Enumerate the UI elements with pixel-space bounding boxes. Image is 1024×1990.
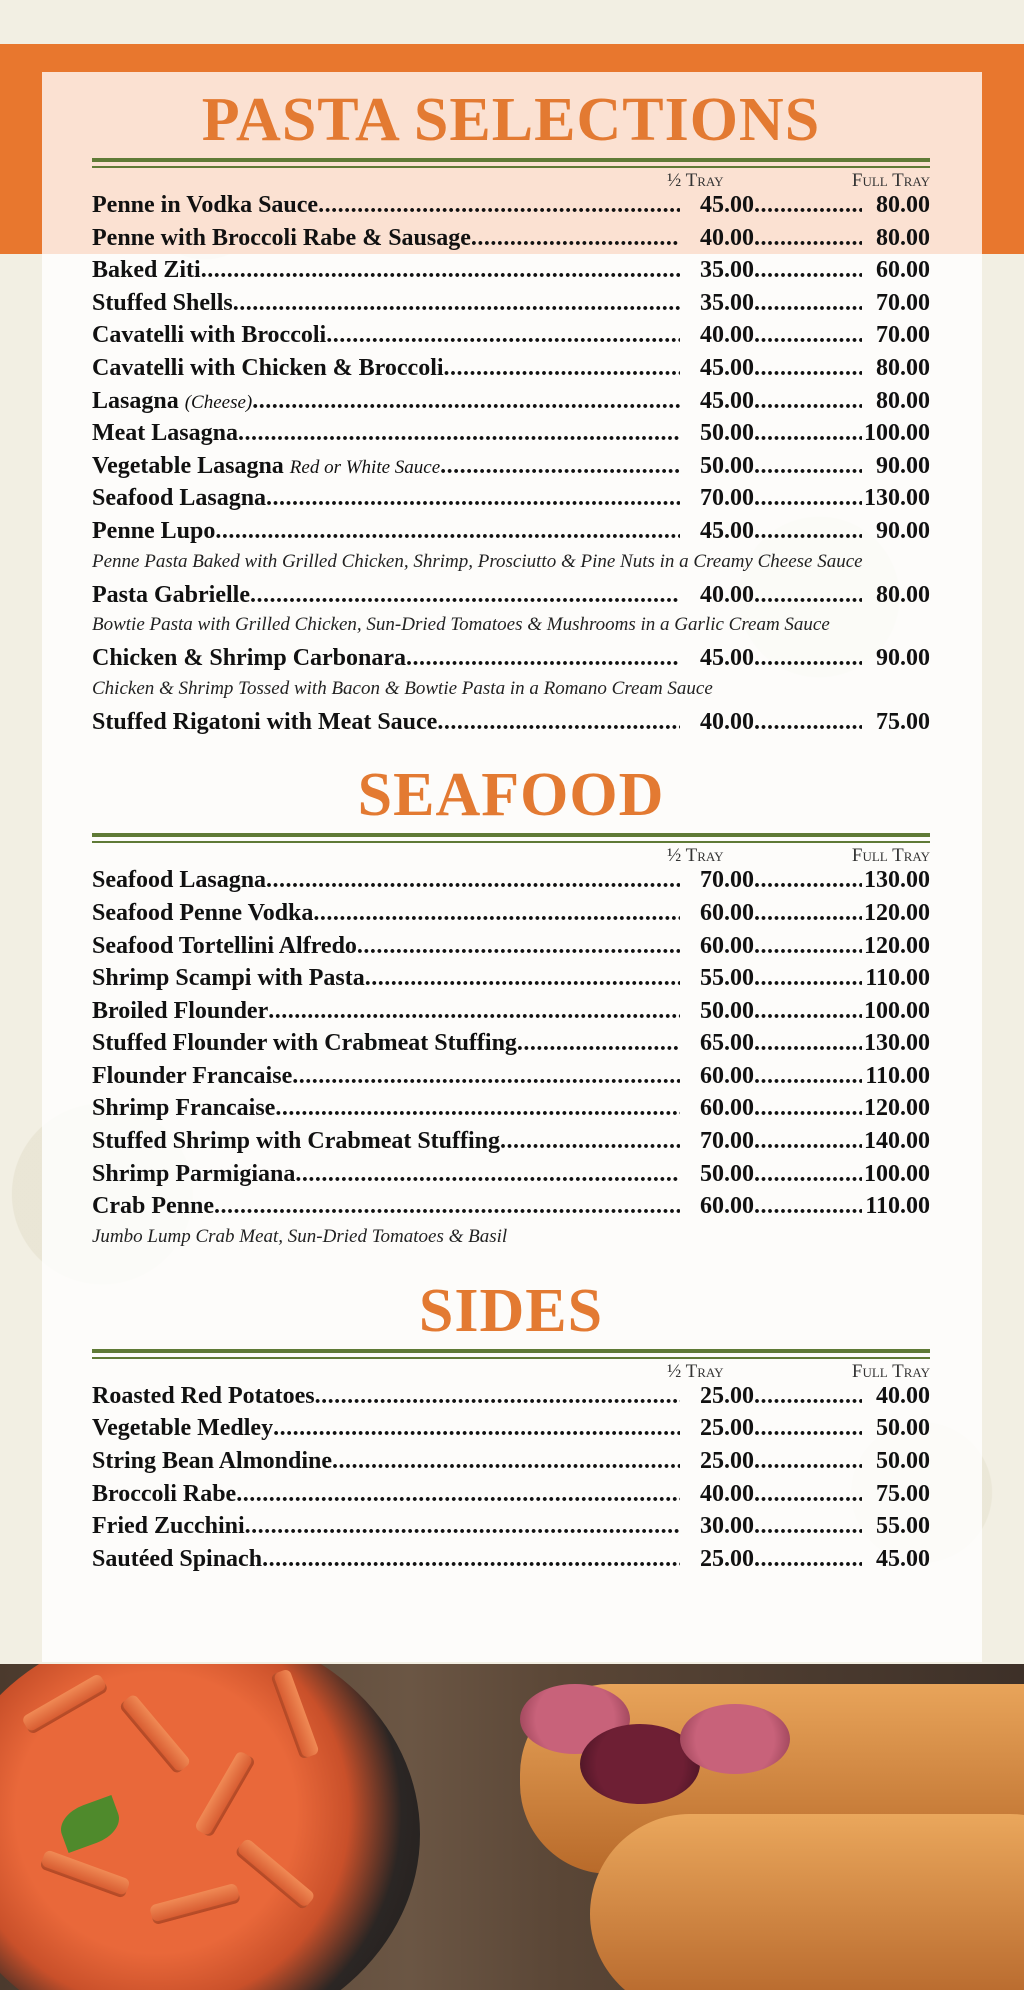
full-tray-price: 50.00 <box>876 1415 930 1442</box>
section-divider <box>92 1349 930 1359</box>
full-tray-price: 110.00 <box>865 1193 930 1220</box>
dot-leader <box>268 998 680 1025</box>
menu-item-name: Cavatelli with Broccoli <box>92 322 327 349</box>
menu-item-row <box>92 388 930 421</box>
dot-leader <box>754 998 862 1025</box>
section-title: SEAFOOD <box>357 761 665 830</box>
menu-item-row <box>92 290 930 323</box>
section-title: PASTA SELECTIONS <box>201 86 821 154</box>
menu-item-name: Vegetable Lasagna Red or White Sauce <box>92 452 441 479</box>
full-tray-price: 75.00 <box>876 708 930 735</box>
full-tray-price: 40.00 <box>876 1382 930 1409</box>
menu-item-description: Jumbo Lump Crab Meat, Sun-Dried Tomatoes & Basil <box>92 1225 508 1247</box>
menu-item-note: (Cheese) <box>184 391 253 413</box>
dot-leader <box>471 225 680 252</box>
full-tray-header: Full Tray <box>851 1360 930 1382</box>
menu-item-row <box>92 645 930 678</box>
menu-item-row <box>92 322 930 355</box>
dot-leader <box>313 900 680 927</box>
menu-item-row <box>92 420 930 453</box>
dot-leader <box>754 225 862 252</box>
half-tray-price: 45.00 <box>700 387 754 414</box>
half-tray-price: 50.00 <box>700 1160 754 1187</box>
half-tray-price: 40.00 <box>700 708 754 735</box>
dot-leader <box>754 1481 862 1508</box>
half-tray-price: 25.00 <box>700 1415 754 1442</box>
dot-leader <box>201 257 680 284</box>
dot-leader <box>275 1095 680 1122</box>
menu-item-name: Seafood Penne Vodka <box>92 899 314 926</box>
dot-leader <box>754 355 862 382</box>
menu-item-row <box>92 355 930 388</box>
dot-leader <box>214 1193 680 1220</box>
dot-leader <box>444 355 680 382</box>
menu-item-row <box>92 582 930 615</box>
dot-leader <box>500 1128 680 1155</box>
menu-item-name: Broiled Flounder <box>92 997 269 1024</box>
menu-item-name: Chicken & Shrimp Carbonara <box>92 645 407 672</box>
dot-leader <box>318 192 680 219</box>
menu-item-row <box>92 900 930 933</box>
menu-item-row <box>92 1513 930 1546</box>
half-tray-price: 45.00 <box>700 645 754 672</box>
half-tray-price: 40.00 <box>700 1480 754 1507</box>
dot-leader <box>266 485 680 512</box>
dot-leader <box>754 900 862 927</box>
dot-leader <box>754 453 862 480</box>
dot-leader <box>754 1546 862 1573</box>
section-title: SIDES <box>418 1276 604 1345</box>
dot-leader <box>292 1063 680 1090</box>
half-tray-price: 65.00 <box>700 1030 754 1057</box>
dot-leader <box>754 1448 862 1475</box>
menu-item-row <box>92 1161 930 1194</box>
dot-leader <box>754 1063 862 1090</box>
full-tray-price: 130.00 <box>864 867 930 894</box>
menu-item-name: Stuffed Shrimp with Crabmeat Stuffing <box>92 1128 501 1155</box>
menu-item-name: Stuffed Flounder with Crabmeat Stuffing <box>92 1030 517 1057</box>
menu-item-name: Seafood Tortellini Alfredo <box>92 932 357 959</box>
dot-leader <box>754 1095 862 1122</box>
menu-item-row <box>92 1030 930 1063</box>
menu-item-row <box>92 998 930 1031</box>
half-tray-price: 55.00 <box>700 965 754 992</box>
dot-leader <box>754 290 862 317</box>
half-tray-price: 60.00 <box>700 899 754 926</box>
full-tray-price: 110.00 <box>865 965 930 992</box>
full-tray-price: 80.00 <box>876 192 930 218</box>
full-tray-price: 130.00 <box>864 485 930 512</box>
full-tray-price: 80.00 <box>876 581 930 608</box>
dot-leader <box>332 1448 680 1475</box>
full-tray-price: 100.00 <box>864 420 930 447</box>
full-tray-price: 90.00 <box>876 517 930 544</box>
dot-leader <box>754 518 862 545</box>
menu-item-row <box>92 1095 930 1128</box>
menu-item-name: Vegetable Medley <box>92 1415 274 1442</box>
dot-leader <box>250 582 680 609</box>
dot-leader <box>437 709 680 736</box>
full-tray-price: 120.00 <box>864 1095 930 1122</box>
menu-item-name: Roasted Red Potatoes <box>92 1382 315 1409</box>
full-tray-price: 80.00 <box>876 387 930 414</box>
full-tray-price: 110.00 <box>865 1062 930 1089</box>
menu-item-row <box>92 453 930 486</box>
menu-item-name: Stuffed Shells <box>92 289 233 316</box>
menu-item-row <box>92 709 930 742</box>
menu-item-row <box>92 225 930 258</box>
dot-leader <box>754 192 862 219</box>
menu-item-row <box>92 518 930 551</box>
menu-item-name: String Bean Almondine <box>92 1448 333 1475</box>
full-tray-price: 120.00 <box>864 899 930 926</box>
dot-leader <box>754 1193 862 1220</box>
full-tray-price: 55.00 <box>876 1513 930 1540</box>
half-tray-price: 35.00 <box>700 289 754 316</box>
full-tray-price: 100.00 <box>864 1160 930 1187</box>
menu-item-name: Baked Ziti <box>92 257 201 284</box>
half-tray-header: ½ Tray <box>667 845 724 867</box>
half-tray-header: ½ Tray <box>667 170 724 191</box>
menu-item-name: Cavatelli with Chicken & Broccoli <box>92 354 444 381</box>
full-tray-header: Full Tray <box>851 170 930 191</box>
half-tray-price: 50.00 <box>700 452 754 479</box>
menu-item-name: Seafood Lasagna <box>92 867 267 894</box>
menu-item-name: Shrimp Francaise <box>92 1095 276 1122</box>
menu-item-name: Flounder Francaise <box>92 1062 293 1089</box>
menu-item-row <box>92 1128 930 1161</box>
menu-item-name: Lasagna (Cheese) <box>92 387 253 414</box>
full-tray-price: 75.00 <box>876 1480 930 1507</box>
menu-item-row <box>92 965 930 998</box>
dot-leader <box>754 867 862 894</box>
menu-item-row <box>92 1481 930 1514</box>
dot-leader <box>754 485 862 512</box>
half-tray-price: 70.00 <box>700 867 754 894</box>
dot-leader <box>754 582 862 609</box>
menu-item-row <box>92 867 930 900</box>
dot-leader <box>754 257 862 284</box>
full-tray-price: 140.00 <box>864 1128 930 1155</box>
half-tray-price: 40.00 <box>700 322 754 349</box>
half-tray-price: 40.00 <box>700 224 754 251</box>
menu-item-row <box>92 1448 930 1481</box>
half-tray-price: 50.00 <box>700 420 754 447</box>
dot-leader <box>754 1161 862 1188</box>
menu-item-row <box>92 192 930 225</box>
full-tray-price: 120.00 <box>864 932 930 959</box>
menu-item-name: Pasta Gabrielle <box>92 581 250 608</box>
menu-item-name: Shrimp Parmigiana <box>92 1160 296 1187</box>
menu-item-description: Penne Pasta Baked with Grilled Chicken, Shrimp, Prosciutto & Pine Nuts in a Creamy Cheese Sauce <box>92 550 863 572</box>
menu-item-name: Fried Zucchini <box>92 1513 245 1540</box>
dot-leader <box>754 933 862 960</box>
menu-item-name: Penne Lupo <box>92 517 216 544</box>
column-headers <box>92 168 930 192</box>
menu-item-description: Bowtie Pasta with Grilled Chicken, Sun-Dried Tomatoes & Mushrooms in a Garlic Cream Sauce <box>92 614 830 636</box>
menu-item-name: Meat Lasagna <box>92 420 238 447</box>
dot-leader <box>365 965 680 992</box>
menu-content <box>92 72 930 1578</box>
half-tray-price: 45.00 <box>700 354 754 381</box>
full-tray-price: 80.00 <box>876 354 930 381</box>
half-tray-price: 30.00 <box>700 1513 754 1540</box>
section-divider <box>92 158 930 168</box>
full-tray-price: 70.00 <box>876 322 930 349</box>
full-tray-price: 130.00 <box>864 1030 930 1057</box>
sandwich-image-bottom <box>590 1814 1024 1990</box>
menu-item-row <box>92 485 930 518</box>
dot-leader <box>754 1415 862 1442</box>
food-photo-strip <box>0 1664 1024 1990</box>
section-divider <box>92 833 930 843</box>
half-tray-price: 45.00 <box>700 517 754 544</box>
dot-leader <box>315 1383 680 1410</box>
dot-leader <box>215 518 680 545</box>
dot-leader <box>326 322 680 349</box>
dot-leader <box>252 388 680 415</box>
dot-leader <box>754 388 862 415</box>
half-tray-header: ½ Tray <box>667 1360 724 1382</box>
half-tray-price: 70.00 <box>700 1128 754 1155</box>
menu-item-row <box>92 1383 930 1416</box>
dot-leader <box>245 1513 680 1540</box>
half-tray-price: 40.00 <box>700 581 754 608</box>
menu-item-description: Chicken & Shrimp Tossed with Bacon & Bowtie Pasta in a Romano Cream Sauce <box>92 677 713 699</box>
menu-item-row <box>92 1415 930 1448</box>
dot-leader <box>754 709 862 736</box>
salami-slice <box>680 1704 790 1774</box>
dot-leader <box>406 645 680 672</box>
dot-leader <box>440 453 680 480</box>
dot-leader <box>295 1161 680 1188</box>
half-tray-price: 35.00 <box>700 257 754 284</box>
menu-item-name: Stuffed Rigatoni with Meat Sauce <box>92 708 438 735</box>
full-tray-price: 50.00 <box>876 1448 930 1475</box>
column-headers <box>92 843 930 867</box>
half-tray-price: 45.00 <box>700 192 754 218</box>
menu-item-row <box>92 1063 930 1096</box>
dot-leader <box>236 1481 680 1508</box>
full-tray-price: 100.00 <box>864 997 930 1024</box>
dot-leader <box>754 645 862 672</box>
half-tray-price: 25.00 <box>700 1545 754 1572</box>
dot-leader <box>357 933 680 960</box>
full-tray-price: 90.00 <box>876 452 930 479</box>
full-tray-price: 45.00 <box>876 1545 930 1572</box>
dot-leader <box>754 1128 862 1155</box>
dot-leader <box>754 1030 862 1057</box>
menu-item-name: Shrimp Scampi with Pasta <box>92 965 365 992</box>
menu-item-name: Penne in Vodka Sauce <box>92 192 319 218</box>
dot-leader <box>238 420 680 447</box>
menu-item-row <box>92 1546 930 1579</box>
menu-item-name: Penne with Broccoli Rabe & Sausage <box>92 224 471 251</box>
full-tray-header: Full Tray <box>851 845 930 867</box>
menu-item-note: Red or White Sauce <box>289 456 441 478</box>
full-tray-price: 90.00 <box>876 645 930 672</box>
full-tray-price: 80.00 <box>876 224 930 251</box>
half-tray-price: 50.00 <box>700 997 754 1024</box>
dot-leader <box>754 1513 862 1540</box>
half-tray-price: 60.00 <box>700 1193 754 1220</box>
dot-leader <box>754 322 862 349</box>
full-tray-price: 60.00 <box>876 257 930 284</box>
dot-leader <box>273 1415 680 1442</box>
dot-leader <box>262 1546 680 1573</box>
menu-item-name: Seafood Lasagna <box>92 485 267 512</box>
menu-item-name: Broccoli Rabe <box>92 1480 237 1507</box>
menu-item-row <box>92 933 930 966</box>
half-tray-price: 60.00 <box>700 1062 754 1089</box>
dot-leader <box>754 420 862 447</box>
menu-item-row <box>92 257 930 290</box>
menu-item-row <box>92 1193 930 1226</box>
half-tray-price: 60.00 <box>700 1095 754 1122</box>
dot-leader <box>233 290 680 317</box>
dot-leader <box>754 965 862 992</box>
half-tray-price: 25.00 <box>700 1382 754 1409</box>
full-tray-price: 70.00 <box>876 289 930 316</box>
half-tray-price: 25.00 <box>700 1448 754 1475</box>
dot-leader <box>754 1383 862 1410</box>
column-headers <box>92 1359 930 1383</box>
half-tray-price: 70.00 <box>700 485 754 512</box>
dot-leader <box>266 867 680 894</box>
dot-leader <box>517 1030 680 1057</box>
half-tray-price: 60.00 <box>700 932 754 959</box>
menu-item-name: Sautéed Spinach <box>92 1545 263 1572</box>
menu-item-name: Crab Penne <box>92 1193 214 1220</box>
